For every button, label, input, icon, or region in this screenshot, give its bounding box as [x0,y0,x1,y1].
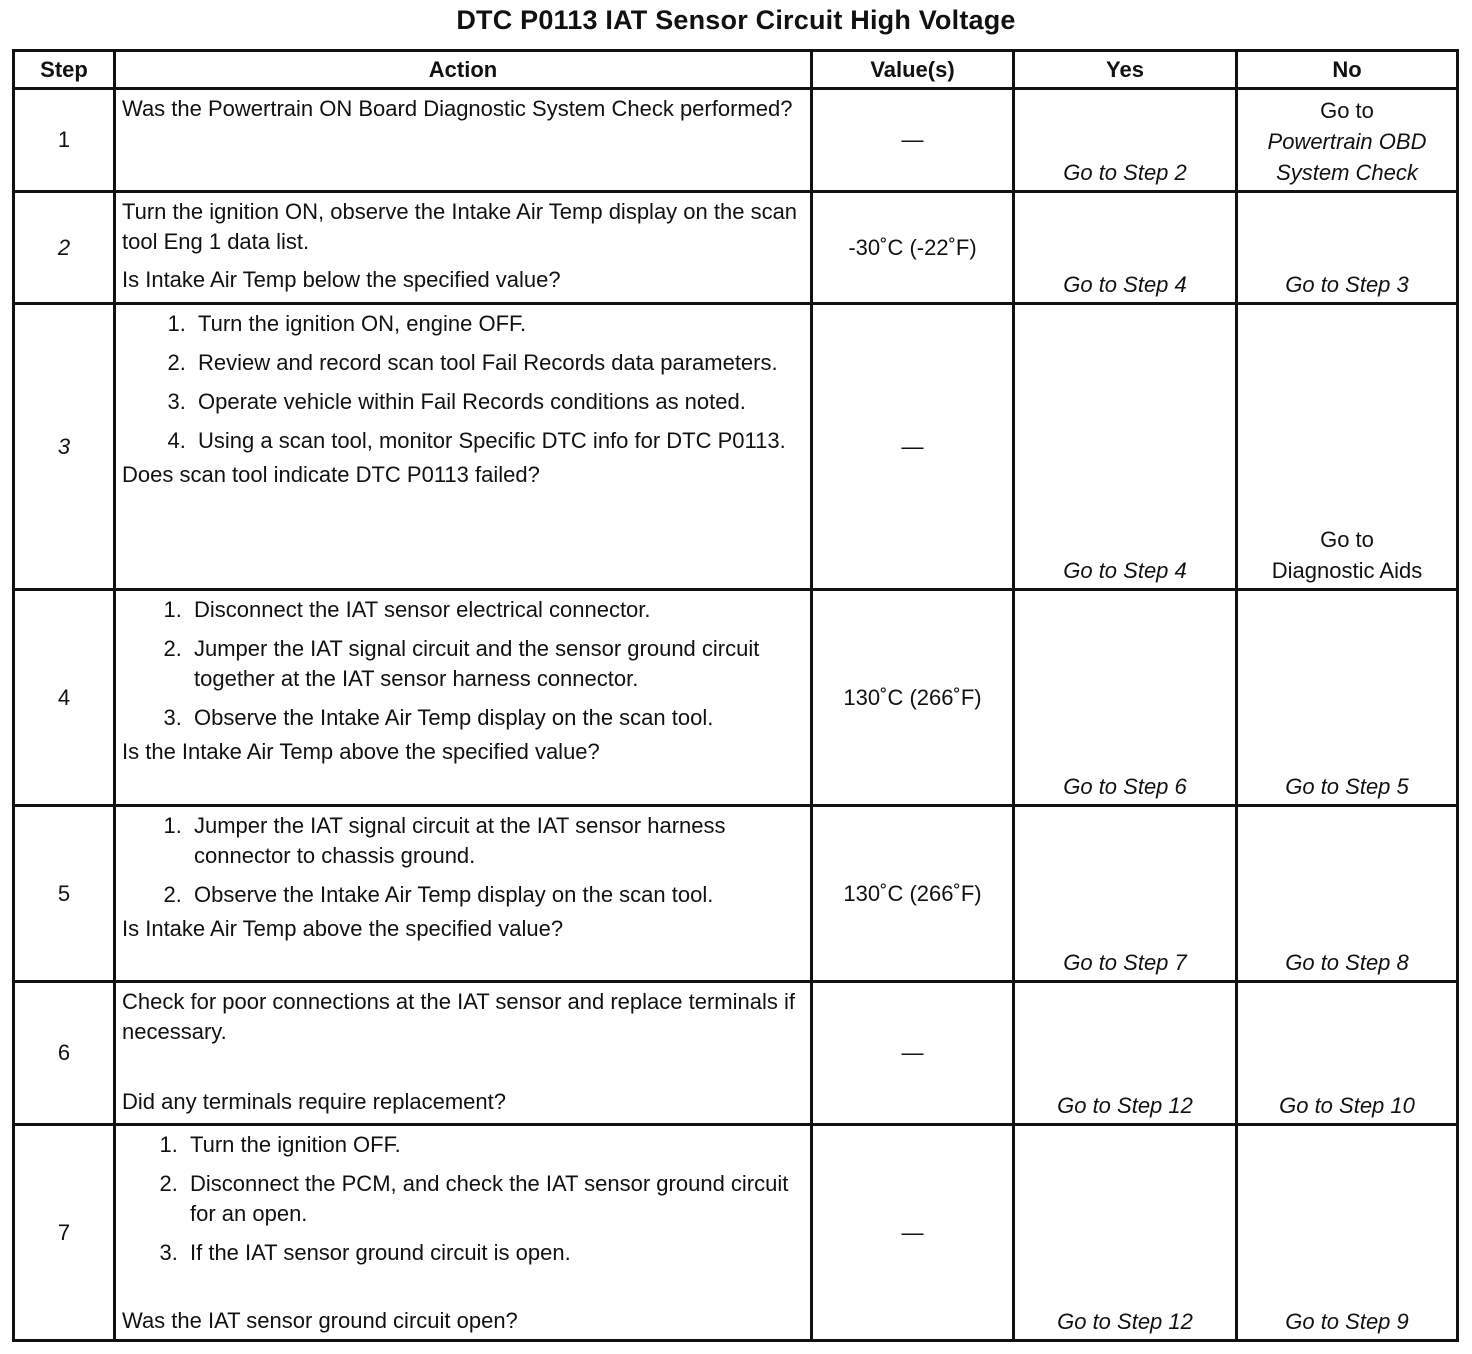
list-item: 2. Observe the Intake Air Temp display on the scan tool. [188,880,804,910]
action-cell [115,304,812,590]
step-number: 3 [14,304,115,590]
action-cell [115,806,812,982]
step-number: 7 [14,1125,115,1341]
no-text-line: Go to [1320,527,1374,552]
action-question: Was the IAT sensor ground circuit open? [122,1308,518,1333]
no-cell: Go to Step 10 [1237,982,1458,1125]
action-cell [115,1125,812,1341]
value-cell: -30˚C (-22˚F) [812,192,1014,304]
no-text-line: Powertrain OBD [1267,129,1427,154]
column-header-values: Value(s) [812,51,1014,89]
table-row [14,590,1458,806]
action-question: Is the Intake Air Temp above the specified value? [122,739,600,764]
yes-cell: Go to Step 6 [1014,590,1237,806]
value-cell: 130˚C (266˚F) [812,590,1014,806]
list-item: 1. Disconnect the IAT sensor electrical connector. [188,595,804,625]
page-title: DTC P0113 IAT Sensor Circuit High Voltage [456,5,1016,35]
action-steps-list [122,811,804,910]
table-row [14,982,1458,1125]
action-question: Is Intake Air Temp above the specified value? [122,916,564,941]
yes-cell: Go to Step 2 [1014,89,1237,192]
no-cell: Go to Step 8 [1237,806,1458,982]
action-cell [115,192,812,304]
no-text-line: Diagnostic Aids [1271,558,1423,583]
action-cell [115,590,812,806]
step-number: 6 [14,982,115,1125]
list-item: 2. Review and record scan tool Fail Records data parameters. [192,348,804,378]
diagnostic-table [12,49,1459,1342]
value-cell: — [812,1125,1014,1341]
table-row [14,192,1458,304]
list-item: 2. Jumper the IAT signal circuit and the sensor ground circuit together at the IAT sensor harness connector. [188,634,804,694]
list-item: 2. Disconnect the PCM, and check the IAT sensor ground circuit for an open. [184,1169,804,1229]
action-text: Turn the ignition ON, observe the Intake Air Temp display on the scan tool Eng 1 data list. [122,199,798,254]
value-cell: — [812,304,1014,590]
no-text-line: System Check [1276,160,1418,185]
table-header-row [14,51,1458,89]
action-text: Check for poor connections at the IAT sensor and replace terminals if necessary. [122,989,795,1044]
yes-cell: Go to Step 12 [1014,1125,1237,1341]
column-header-step: Step [14,51,115,89]
action-cell [115,982,812,1125]
action-cell [115,89,812,192]
action-steps-list [122,1130,804,1268]
column-header-action: Action [115,51,812,89]
action-text: Was the Powertrain ON Board Diagnostic System Check performed? [122,96,793,121]
step-number: 1 [14,89,115,192]
list-item: 1. Turn the ignition ON, engine OFF. [192,309,804,339]
action-question: Did any terminals require replacement? [122,1089,506,1114]
column-header-yes: Yes [1014,51,1237,89]
no-cell: Go to Step 5 [1237,590,1458,806]
list-item: 3. If the IAT sensor ground circuit is open. [184,1238,804,1268]
table-row [14,1125,1458,1341]
no-cell [1237,304,1458,590]
list-item: 1. Turn the ignition OFF. [184,1130,804,1160]
no-cell: Go to Step 3 [1237,192,1458,304]
no-text-line: Go to [1320,98,1374,123]
yes-cell: Go to Step 4 [1014,192,1237,304]
action-question: Does scan tool indicate DTC P0113 failed? [122,462,540,487]
no-cell: Go to Step 9 [1237,1125,1458,1341]
step-number: 5 [14,806,115,982]
table-row [14,89,1458,192]
yes-cell: Go to Step 4 [1014,304,1237,590]
column-header-no: No [1237,51,1458,89]
list-item: 4. Using a scan tool, monitor Specific DTC info for DTC P0113. [192,426,804,456]
value-cell: — [812,982,1014,1125]
list-item: 1. Jumper the IAT signal circuit at the IAT sensor harness connector to chassis ground. [188,811,804,871]
list-item: 3. Operate vehicle within Fail Records conditions as noted. [192,387,804,417]
yes-cell: Go to Step 12 [1014,982,1237,1125]
value-cell: 130˚C (266˚F) [812,806,1014,982]
action-steps-list [122,309,804,456]
yes-cell: Go to Step 7 [1014,806,1237,982]
value-cell: — [812,89,1014,192]
no-cell [1237,89,1458,192]
list-item: 3. Observe the Intake Air Temp display on the scan tool. [188,703,804,733]
action-question: Is Intake Air Temp below the specified value? [122,267,561,292]
step-number: 2 [14,192,115,304]
table-row [14,806,1458,982]
action-steps-list [122,595,804,733]
table-row [14,304,1458,590]
step-number: 4 [14,590,115,806]
